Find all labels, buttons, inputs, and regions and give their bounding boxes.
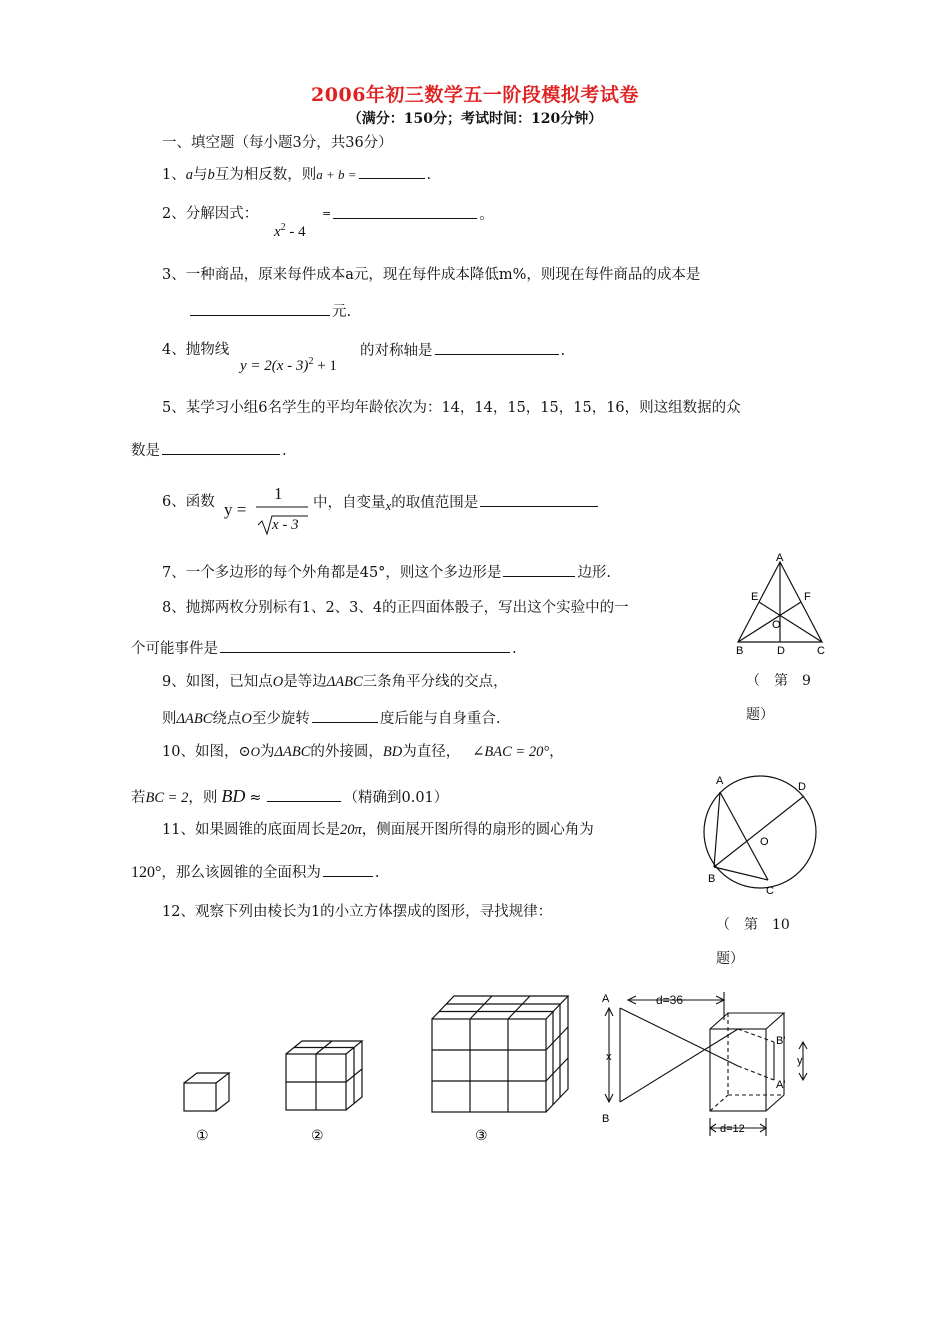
fig10-label-o: O	[760, 836, 769, 848]
page-subtitle: （满分：150分；考试时间：120分钟）	[347, 111, 603, 127]
q7-text: 7、一个多边形的每个外角都是45°，则这个多边形是	[162, 565, 502, 581]
q4-answer-blank[interactable]	[435, 340, 559, 355]
q4-exponent: 2	[308, 356, 314, 367]
q2-answer-blank[interactable]	[333, 204, 477, 219]
question-1	[162, 164, 431, 185]
q4-expression	[240, 352, 337, 376]
q6-text: 函数	[185, 494, 215, 510]
q11-end: .	[374, 865, 380, 881]
q6-denominator: x - 3	[272, 517, 299, 533]
q9-text2: 是等边	[283, 674, 327, 690]
q3-end: 元.	[332, 304, 352, 320]
q6-text2: 中，自变量	[313, 495, 386, 511]
q1-answer-blank[interactable]	[359, 164, 425, 179]
q10-triangle: ΔABC	[274, 744, 311, 760]
q2-exponent: 2	[280, 222, 286, 233]
figure-10-circle	[700, 768, 825, 898]
question-9	[162, 672, 508, 692]
page-title: 2006年初三数学五一阶段模拟考试卷	[311, 84, 639, 106]
fig10-label-c: C	[766, 885, 774, 897]
fig9-label-b: B	[736, 645, 744, 657]
question-8: 8、抛掷两枚分别标有1、2、3、4的正四面体骰子，写出这个实验中的一	[162, 600, 629, 616]
q4-expr: y = 2(x - 3)	[240, 358, 309, 374]
q2-end: 。	[479, 207, 494, 223]
figure-9-triangle	[730, 552, 835, 662]
q11-value: 20π	[339, 822, 362, 838]
question-5: 5、某学习小组6名学生的平均年龄依次为：14，14，15，15，15，16，则这组数据的众	[162, 400, 741, 416]
q8-end: .	[512, 641, 517, 657]
fig10-caption-2: 题）	[716, 951, 744, 967]
cube-label-2: ②	[311, 1127, 324, 1143]
q11-angle: 120°	[131, 864, 162, 881]
q9-l2c: 至少旋转	[251, 711, 310, 727]
q5-line2: 数是	[131, 443, 160, 459]
q2-base: x	[274, 224, 281, 240]
q6-var-x: x	[385, 498, 392, 513]
q9-triangle-2: ΔABC	[176, 711, 213, 727]
q3-answer-blank[interactable]	[190, 301, 330, 316]
q9-text3: 三条角平分线的交点，	[362, 674, 508, 690]
fig10-label-a: A	[716, 775, 724, 787]
q4-expr-rest: + 1	[313, 358, 337, 374]
q2-equals: =	[322, 207, 332, 220]
question-3: 3、一种商品，原来每件成本a元，现在每件成本降低m%，则现在每件商品的成本是	[162, 267, 701, 283]
q6-text3: 的取值范围是	[391, 495, 479, 511]
cube-label-1: ①	[196, 1127, 209, 1143]
q6-y: y =	[224, 500, 247, 519]
q10-bd2: BD	[221, 786, 246, 806]
q6-rest	[313, 492, 600, 516]
question-3-line2	[188, 301, 351, 322]
q11-line1b: ，侧面展开图所得的扇形的圆心角为	[361, 822, 594, 838]
q10-l2a: 若	[131, 790, 146, 806]
q4-text2: 的对称轴是	[360, 343, 433, 359]
q9-text: 如图，已知点	[185, 674, 273, 690]
q10-text2: 为	[260, 744, 275, 760]
q9-point-o: O	[272, 674, 284, 690]
question-6	[162, 492, 215, 512]
fig9-label-f: F	[804, 591, 811, 603]
q6-answer-blank[interactable]	[480, 492, 598, 507]
question-2	[162, 204, 258, 224]
q1-var-b: b	[207, 167, 215, 183]
proj-label-y: y	[797, 1055, 803, 1067]
q1-mid: 与	[192, 167, 208, 183]
q10-text3: 的外接圆，	[310, 744, 383, 760]
q2-text: 分解因式：	[185, 206, 259, 222]
fig9-caption-2: 题）	[746, 707, 774, 723]
question-10	[162, 742, 564, 762]
proj-label-a: A	[602, 993, 610, 1005]
q10-text: 如图，	[194, 744, 239, 760]
cube-figures	[170, 990, 590, 1150]
q9-l2b: 绕点	[212, 711, 242, 727]
q10-bd: BD	[382, 744, 403, 760]
q6-numerator: 1	[274, 484, 283, 503]
q4-end: .	[560, 343, 566, 359]
q6-number: 6、	[162, 494, 186, 510]
fig9-caption-1: （ 第 9	[746, 673, 811, 689]
question-5-line2	[131, 440, 287, 461]
q10-number: 10、	[162, 744, 195, 760]
q5-answer-blank[interactable]	[162, 440, 280, 455]
q1-number: 1、	[162, 167, 186, 183]
fig9-label-o: O	[772, 619, 781, 631]
q10-text4: 为直径，	[402, 744, 461, 760]
proj-label-x: x	[606, 1051, 612, 1063]
q2-rest: - 4	[285, 224, 306, 240]
q9-number: 9、	[162, 674, 186, 690]
q9-end: 度后能与自身重合.	[379, 711, 501, 727]
q4-text: 抛物线	[185, 342, 230, 358]
question-12: 12、观察下列由棱长为1的小立方体摆成的图形，寻找规律：	[162, 904, 553, 920]
q1-text: 互为相反数，则	[214, 167, 317, 183]
question-10-line2	[131, 786, 448, 808]
q11-line1a: 11、如果圆锥的底面周长是	[162, 822, 340, 838]
q10-approx: ≈	[249, 790, 262, 806]
q10-answer-blank[interactable]	[267, 787, 341, 802]
q10-point-o: O	[250, 744, 260, 759]
q10-bc: BC = 2	[145, 790, 189, 806]
q4-answer	[360, 340, 565, 361]
q7-end: 边形.	[577, 565, 612, 581]
q8-line2: 个可能事件是	[131, 641, 218, 657]
q2-answer-line	[322, 204, 494, 225]
question-11	[162, 820, 594, 840]
projection-figure	[598, 990, 818, 1140]
q8-answer-blank[interactable]	[220, 638, 510, 653]
proj-label-d36: d=36	[656, 993, 684, 1007]
cube-label-3: ③	[475, 1127, 488, 1143]
fig9-label-d: D	[777, 645, 785, 657]
q4-number: 4、	[162, 342, 186, 358]
question-9-line2	[162, 708, 501, 729]
q1-end: .	[426, 167, 432, 183]
q2-expression	[274, 218, 306, 242]
q10-angle: ∠BAC = 20°	[472, 744, 550, 760]
q9-point-o-2: O	[241, 711, 252, 727]
question-7	[162, 562, 611, 583]
q5-end: .	[282, 443, 287, 459]
question-8-line2	[131, 638, 517, 659]
q7-answer-blank[interactable]	[503, 562, 575, 577]
q2-number: 2、	[162, 206, 186, 222]
q10-end1: ，	[549, 744, 564, 760]
q1-var-a: a	[185, 167, 193, 183]
q11-line2: ，那么该圆锥的全面积为	[161, 865, 321, 881]
proj-label-b: B	[602, 1113, 610, 1125]
fig10-caption-1: （ 第 10	[716, 917, 790, 933]
question-4	[162, 340, 229, 360]
proj-label-b-prime: B'	[776, 1035, 786, 1047]
q10-circle-symbol: ⊙	[238, 744, 251, 760]
fig9-label-c: C	[817, 645, 825, 657]
question-11-line2	[131, 862, 380, 883]
fig10-label-b: B	[708, 873, 716, 885]
q1-expression: a + b =	[316, 167, 357, 182]
fig10-label-d: D	[798, 781, 806, 793]
q9-answer-blank[interactable]	[312, 708, 378, 723]
q10-note: （精确到0.01）	[343, 790, 449, 806]
proj-label-a-prime: A'	[776, 1079, 786, 1091]
q11-answer-blank[interactable]	[323, 862, 373, 877]
q9-l2a: 则	[162, 711, 177, 727]
fig9-label-e: E	[751, 591, 759, 603]
fig9-label-a: A	[776, 552, 784, 564]
proj-label-d12: d=12	[720, 1123, 745, 1135]
q10-l2b: ，则	[188, 790, 218, 806]
q9-triangle: ΔABC	[326, 674, 363, 690]
section-heading: 一、填空题（每小题3分，共36分）	[162, 135, 393, 151]
